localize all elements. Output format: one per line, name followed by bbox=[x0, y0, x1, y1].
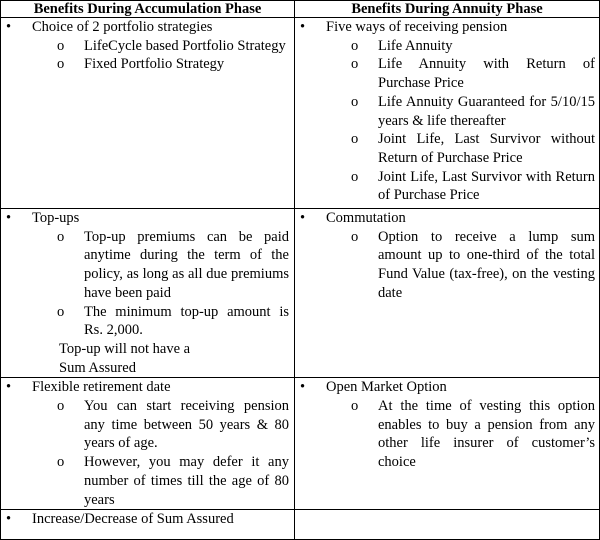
bullet-text: Flexible retirement date bbox=[32, 379, 171, 396]
sub-bullet-circle-icon: o bbox=[57, 398, 65, 415]
header-accumulation: Benefits During Accumulation Phase bbox=[1, 1, 295, 18]
sub-bullet-circle-icon: o bbox=[57, 56, 65, 73]
sub-bullet-circle-icon: o bbox=[351, 168, 359, 185]
sub-bullet-circle-icon: o bbox=[57, 228, 65, 245]
sub-bullet-item bbox=[295, 397, 599, 472]
sub-bullet-item bbox=[295, 168, 599, 205]
table-cell-left bbox=[1, 510, 295, 540]
bullet-item bbox=[295, 378, 599, 397]
table-cell-left bbox=[1, 18, 295, 209]
bullet-item bbox=[295, 18, 599, 37]
sub-bullet-text: Fixed Portfolio Strategy bbox=[84, 56, 225, 73]
sub-bullet-text: You can start receiving pension any time between 50 years & 80 years of age. bbox=[84, 398, 289, 452]
sub-bullet-text: Option to receive a lump sum amount up to one-third of the total Fund Value (tax-free), on the vesting date bbox=[378, 228, 595, 301]
table-row bbox=[1, 378, 600, 510]
bullet-item bbox=[295, 209, 599, 228]
bullet-item bbox=[1, 209, 294, 228]
table-cell-right bbox=[295, 18, 600, 209]
sub-bullet-item bbox=[1, 37, 294, 56]
sub-bullet-text: LifeCycle based Portfolio Strategy bbox=[84, 37, 286, 54]
sub-bullet-text: However, you may defer it any number of times till the age of 80 years bbox=[84, 454, 289, 508]
bullet-dot-icon: • bbox=[300, 19, 306, 35]
sub-bullet-text: Life Annuity with Return of Purchase Price bbox=[378, 56, 595, 92]
sub-bullet-item bbox=[1, 55, 294, 74]
bullet-dot-icon: • bbox=[6, 511, 12, 528]
table-cell-left bbox=[1, 378, 295, 510]
sub-bullet-item bbox=[295, 37, 599, 56]
bullet-dot-icon: • bbox=[6, 19, 12, 35]
table-cell-right bbox=[295, 209, 600, 378]
table-row bbox=[1, 510, 600, 540]
sub-bullet-circle-icon: o bbox=[57, 37, 65, 54]
bullet-dot-icon: • bbox=[300, 210, 306, 226]
sub-bullet-circle-icon: o bbox=[351, 398, 359, 415]
table-cell-right-empty bbox=[295, 510, 600, 540]
sub-bullet-text: Life Annuity Guaranteed for 5/10/15 years & life thereafter bbox=[378, 93, 595, 129]
sub-bullet-item bbox=[295, 130, 599, 167]
sub-bullet-item bbox=[1, 228, 294, 303]
bullet-text: Open Market Option bbox=[326, 379, 447, 396]
sub-bullet-item bbox=[295, 228, 599, 303]
sub-bullet-circle-icon: o bbox=[351, 131, 359, 148]
sub-bullet-text: Joint Life, Last Survivor with Return of Purchase Price bbox=[378, 168, 595, 204]
bullet-item bbox=[1, 378, 294, 397]
sub-bullet-item bbox=[295, 93, 599, 130]
header-annuity: Benefits During Annuity Phase bbox=[295, 1, 600, 18]
top-up-note: Top-up will not have a Sum Assured bbox=[59, 340, 191, 376]
bullet-text: Five ways of receiving pension bbox=[326, 19, 508, 35]
bullet-text: Increase/Decrease of Sum Assured bbox=[32, 511, 234, 528]
bullet-text: Top-ups bbox=[32, 210, 80, 226]
table-row bbox=[1, 18, 600, 209]
sub-bullet-text: At the time of vesting this option enables to buy a pension from any other life insurer of customer’s choice bbox=[378, 398, 595, 471]
bullet-dot-icon: • bbox=[300, 379, 306, 396]
bullet-dot-icon: • bbox=[6, 210, 12, 226]
sub-bullet-circle-icon: o bbox=[351, 93, 359, 110]
sub-bullet-text: Life Annuity bbox=[378, 37, 453, 54]
table-row bbox=[1, 209, 600, 378]
sub-bullet-text: The minimum top-up amount is Rs. 2,000. bbox=[84, 303, 289, 339]
sub-bullet-text: Joint Life, Last Survivor without Return of Purchase Price bbox=[378, 131, 595, 166]
bullet-dot-icon: • bbox=[6, 379, 12, 396]
table-cell-right bbox=[295, 378, 600, 510]
sub-bullet-circle-icon: o bbox=[351, 56, 359, 73]
bullet-item bbox=[1, 18, 294, 37]
sub-bullet-text: Top-up premiums can be paid anytime during the term of the policy, as long as all due premiums have been paid bbox=[84, 228, 289, 301]
sub-bullet-circle-icon: o bbox=[351, 228, 359, 245]
sub-bullet-item bbox=[1, 397, 294, 453]
sub-bullet-circle-icon: o bbox=[57, 303, 65, 320]
sub-bullet-circle-icon: o bbox=[351, 37, 359, 54]
table-cell-left bbox=[1, 209, 295, 378]
sub-bullet-item bbox=[1, 303, 294, 340]
bullet-text: Commutation bbox=[326, 210, 406, 226]
sub-bullet-item bbox=[295, 55, 599, 92]
bullet-text: Choice of 2 portfolio strategies bbox=[32, 19, 213, 35]
sub-bullet-item bbox=[1, 453, 294, 509]
header-row bbox=[1, 1, 600, 18]
sub-bullet-circle-icon: o bbox=[57, 454, 65, 471]
bullet-item bbox=[1, 510, 294, 529]
